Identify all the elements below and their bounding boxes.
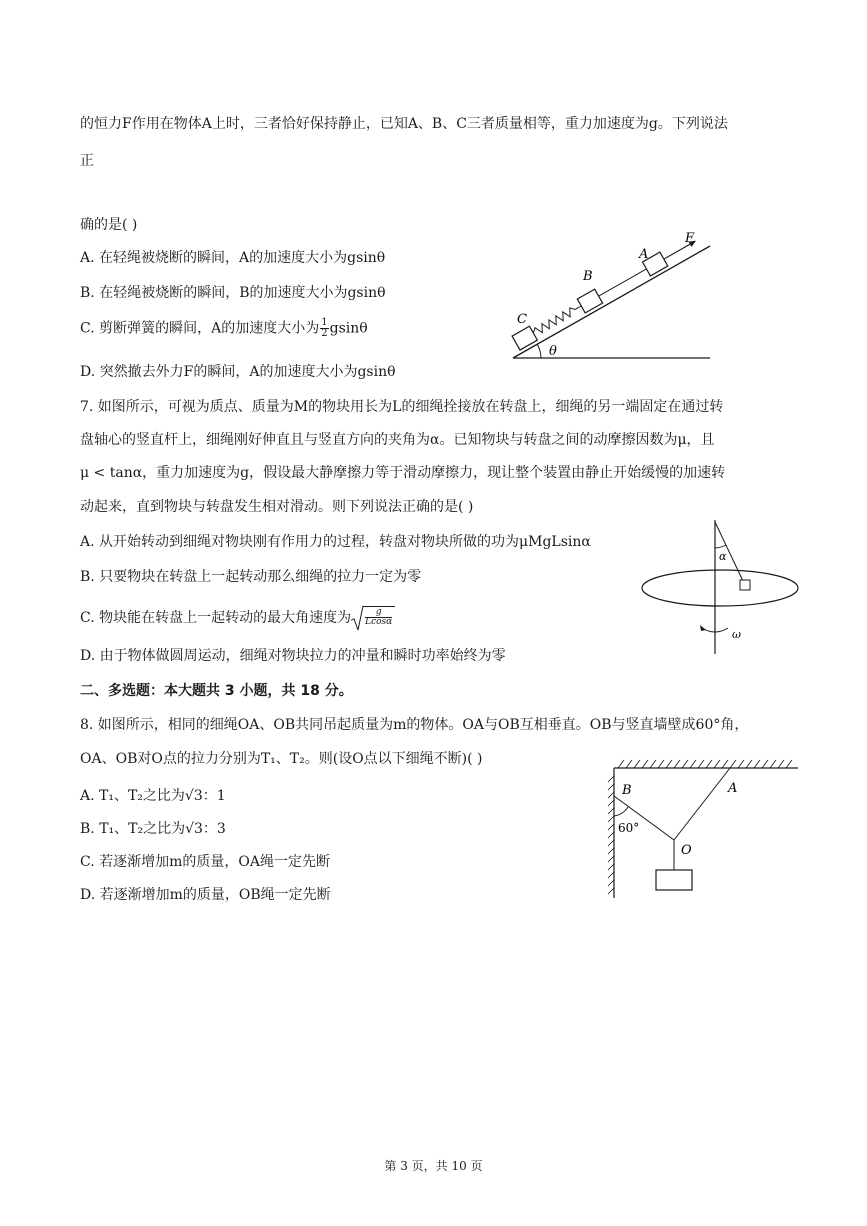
q7-option-b: B. 只要物块在转盘上一起转动那么细绳的拉力一定为零 xyxy=(80,569,422,585)
q6-option-c-text: C. 剪断弹簧的瞬间，A的加速度大小为 xyxy=(80,320,320,337)
q6-option-c-fraction xyxy=(320,318,328,339)
q6-option-d: D. 突然撤去外力F的瞬间，A的加速度大小为gsinθ xyxy=(80,364,396,380)
ceiling-hatch xyxy=(618,760,792,768)
turntable xyxy=(642,570,798,606)
q6-option-c-tail: gsinθ xyxy=(329,320,368,337)
label-c: C xyxy=(517,312,527,327)
theta-label: θ xyxy=(549,344,557,359)
q7-option-c-sqrt xyxy=(351,606,395,630)
q8-hanging-figure xyxy=(600,758,800,903)
small-block xyxy=(740,580,750,590)
q6-option-c xyxy=(80,318,368,339)
rope-oa xyxy=(674,768,730,840)
q7-option-c xyxy=(80,606,395,630)
q6-option-b: B. 在轻绳被烧断的瞬间，B的加速度大小为gsinθ xyxy=(80,285,386,301)
wall-hatch xyxy=(608,776,614,894)
spring xyxy=(531,303,583,337)
angle-arc-60 xyxy=(614,807,628,816)
q6-stem-line-3: 确的是( ) xyxy=(80,217,138,233)
label-f: F xyxy=(685,231,695,246)
page-footer: 第 3 页，共 10 页 xyxy=(384,1159,483,1173)
sqrt-denominator: Lcosα xyxy=(365,617,393,627)
q7-stem-line-1: 7. 如图所示，可视为质点、质量为M的物块用长为L的细绳拴接放在转盘上，细绳的另一端固定在通过转 xyxy=(80,399,724,415)
sqrt-numerator: g xyxy=(365,608,392,618)
q7-option-c-text: C. 物块能在转盘上一起转动的最大角速度为 xyxy=(80,610,352,626)
q7-turntable-figure xyxy=(640,518,800,658)
angle-arc xyxy=(537,344,541,358)
q7-option-a: A. 从开始转动到细绳对物块刚有作用力的过程，转盘对物块所做的功为μMgLsinα xyxy=(80,534,591,550)
q6-option-a: A. 在轻绳被烧断的瞬间，A的加速度大小为gsinθ xyxy=(80,250,386,266)
alpha-arc xyxy=(715,545,726,548)
q7-stem-line-4: 动起来，直到物块与转盘发生相对滑动。则下列说法正确的是( ) xyxy=(80,499,474,515)
label-60-degrees: 60° xyxy=(618,821,640,835)
q7-stem-line-2: 盘轴心的竖直杆上，细绳刚好伸直且与竖直方向的夹角为α。已知物块与转盘之间的动摩擦因数为μ，且 xyxy=(80,432,715,448)
label-a: A xyxy=(728,781,738,796)
q6-stem-line-2: 正 xyxy=(80,153,94,169)
q6-stem-line-1: 的恒力F作用在物体A上时，三者恰好保持静止，已知A、B、C三者质量相等，重力加速度为g。下列说法 xyxy=(80,116,728,132)
q8-stem-line-2: OA、OB对O点的拉力分别为T₁、T₂。则(设O点以下细绳不断)( ) xyxy=(80,751,483,767)
label-b: B xyxy=(583,269,593,284)
hanging-mass xyxy=(656,870,692,890)
force-arrow xyxy=(664,244,690,259)
q8-stem-line-1: 8. 如图所示，相同的细绳OA、OB共同吊起质量为m的物体。OA与OB互相垂直。OB与竖直墙壁成60°角， xyxy=(80,717,749,733)
fraction-numerator: 1 xyxy=(321,317,328,328)
rope xyxy=(599,269,647,296)
q6-incline-figure xyxy=(505,228,720,363)
rotation-arrowhead xyxy=(700,625,706,631)
q7-option-d: D. 由于物体做圆周运动，细绳对物块拉力的冲量和瞬时功率始终为零 xyxy=(80,648,506,664)
q7-stem-line-3: μ < tanα，重力加速度为g，假设最大静摩擦力等于滑动摩擦力，现让整个装置由静止开始缓慢的加速转 xyxy=(80,465,726,481)
q8-option-d: D. 若逐渐增加m的质量，OB绳一定先断 xyxy=(80,887,331,903)
q8-option-a: A. T₁、T₂之比为√3：1 xyxy=(80,788,226,804)
label-b: B xyxy=(622,783,632,798)
incline-line xyxy=(513,246,710,358)
section-2-heading: 二、多选题：本大题共 3 小题，共 18 分。 xyxy=(80,683,353,699)
q8-option-c: C. 若逐渐增加m的质量，OA绳一定先断 xyxy=(80,854,330,870)
q8-option-b: B. T₁、T₂之比为√3：3 xyxy=(80,821,226,837)
fraction-denominator: 2 xyxy=(321,328,328,339)
label-a: A xyxy=(639,247,649,262)
omega-label: ω xyxy=(732,628,741,641)
alpha-label: α xyxy=(719,550,727,563)
label-o: O xyxy=(681,843,692,858)
